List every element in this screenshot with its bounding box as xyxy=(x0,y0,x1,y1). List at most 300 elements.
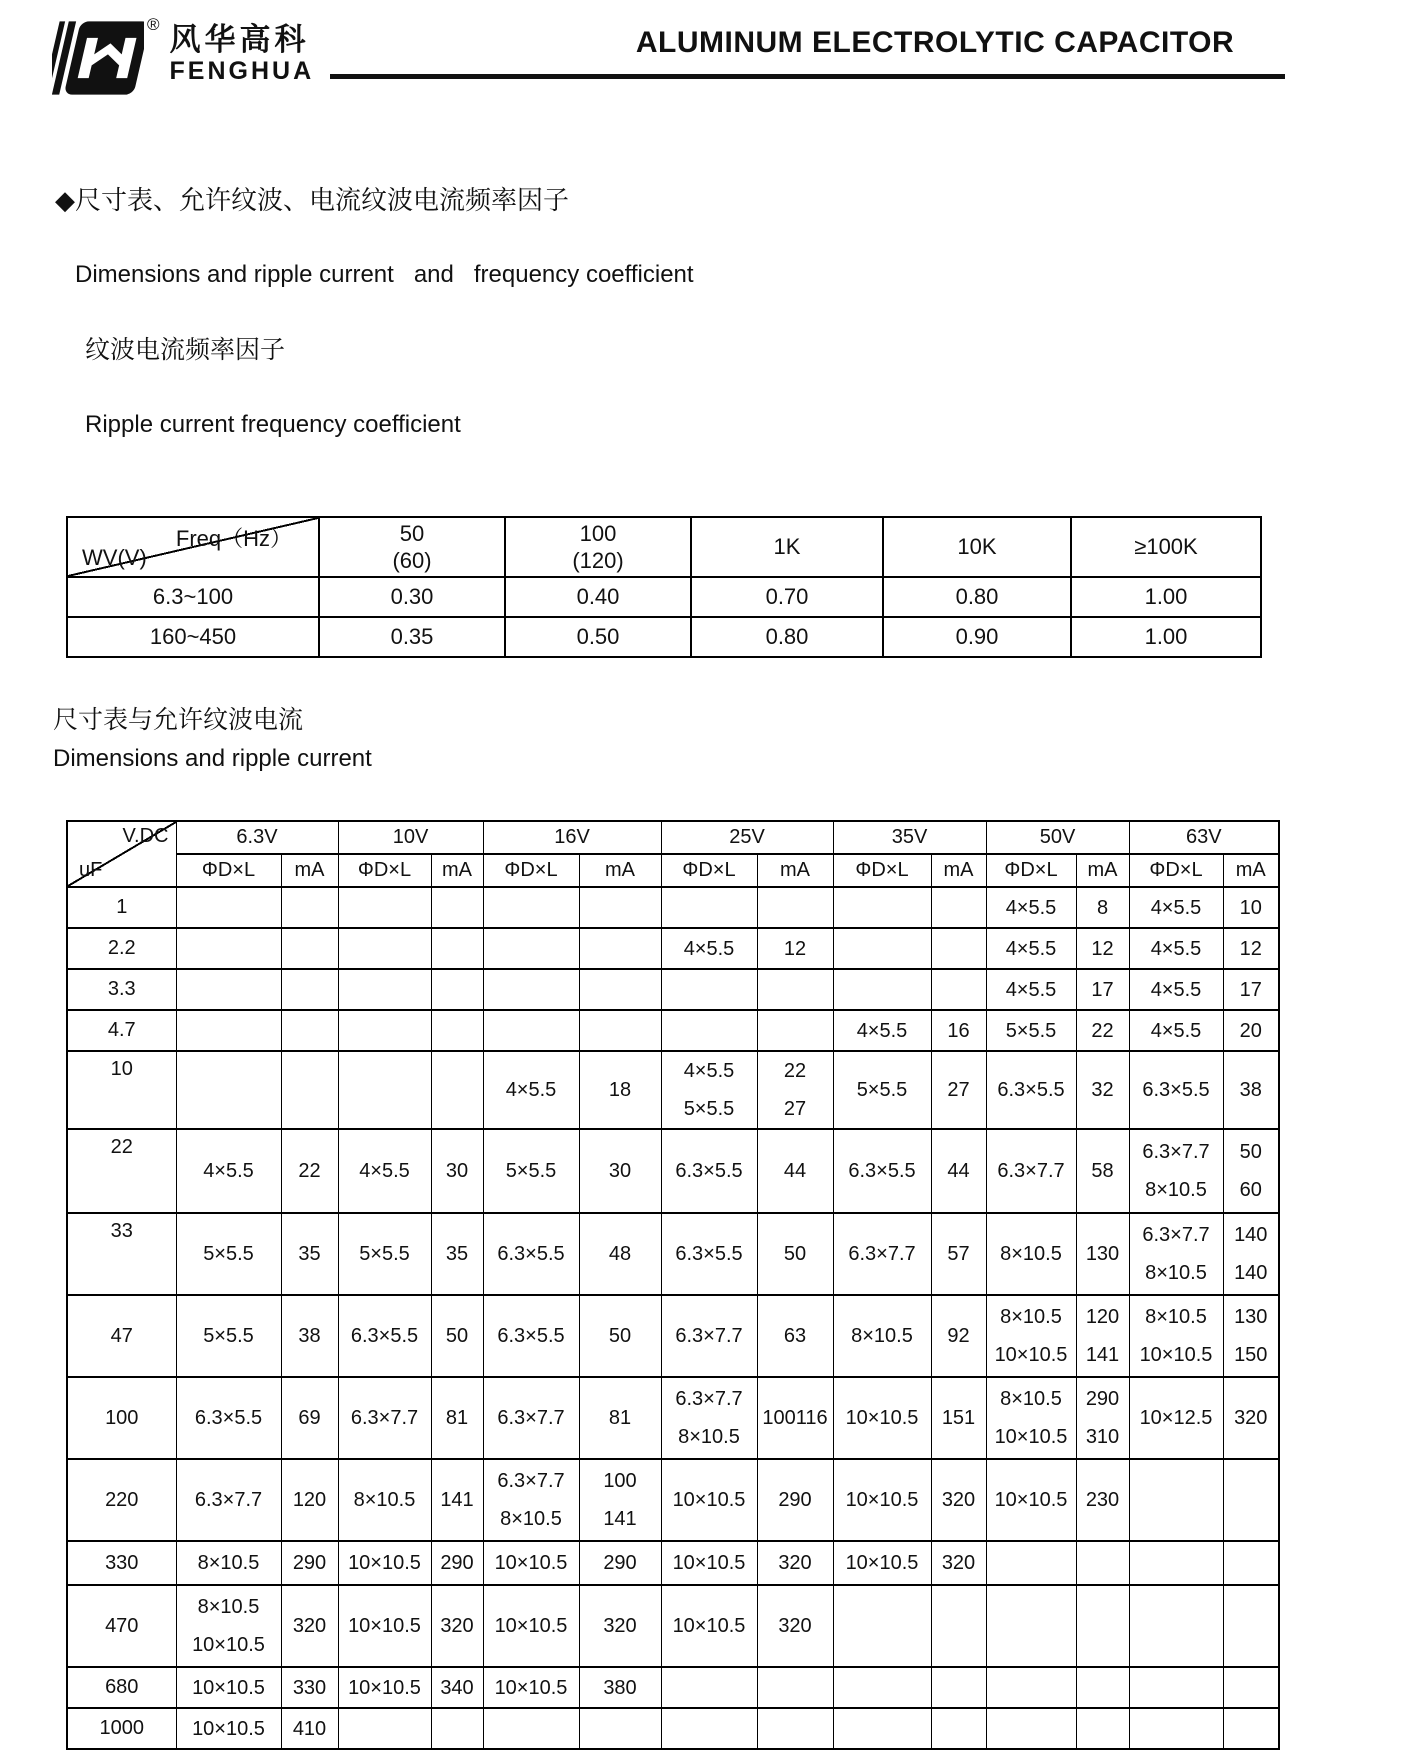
current-cell xyxy=(281,1213,338,1295)
current-cell xyxy=(931,1667,986,1708)
current-cell xyxy=(579,1708,661,1749)
current-cell xyxy=(931,1708,986,1749)
freq-column-header: 10K xyxy=(883,517,1071,577)
cell-line: 6.3×5.5 xyxy=(350,1325,419,1347)
current-cell xyxy=(757,928,833,969)
corner-label-wv: WV(V) xyxy=(82,545,147,570)
dimension-cell xyxy=(661,1377,757,1459)
cell-line: 6.3×7.7 xyxy=(1142,1224,1210,1246)
current-cell xyxy=(431,887,483,928)
cell-line: 5×5.5 xyxy=(505,1160,557,1182)
cell-line: 5×5.5 xyxy=(1005,1019,1057,1042)
current-cell xyxy=(1076,1213,1129,1295)
coefficient-cell: 1.00 xyxy=(1071,617,1261,657)
current-cell xyxy=(1076,1541,1129,1585)
current-cell xyxy=(281,1051,338,1129)
current-cell xyxy=(281,1541,338,1585)
current-cell xyxy=(281,1295,338,1377)
current-cell xyxy=(757,1541,833,1585)
cell-line: 10×10.5 xyxy=(672,1552,746,1574)
dimension-cell xyxy=(176,1129,281,1213)
dimension-cell xyxy=(833,928,931,969)
dimension-cell xyxy=(833,1051,931,1129)
cell-line: 320 xyxy=(778,1552,812,1574)
section-dimensions xyxy=(53,700,1416,778)
dimension-cell xyxy=(833,887,931,928)
cell-line: 50 xyxy=(445,1325,469,1347)
cell-line: 100 xyxy=(603,1470,637,1492)
current-cell xyxy=(281,1585,338,1667)
uf-row-label: 470 xyxy=(67,1585,176,1667)
current-cell xyxy=(281,928,338,969)
cell-line: 6.3×7.7 xyxy=(997,1160,1065,1182)
current-cell xyxy=(931,1213,986,1295)
uf-row-label: 22 xyxy=(67,1129,176,1213)
cell-line: 4×5.5 xyxy=(683,937,735,960)
current-cell xyxy=(579,1459,661,1541)
current-cell xyxy=(931,1010,986,1051)
current-cell xyxy=(931,1541,986,1585)
current-cell xyxy=(931,1051,986,1129)
current-cell xyxy=(579,1377,661,1459)
dimension-cell xyxy=(986,1585,1076,1667)
subcolumn-header-ma: mA xyxy=(431,854,483,887)
cell-line: 141 xyxy=(1085,1344,1120,1366)
registered-mark: ® xyxy=(147,15,160,34)
cell-line: 6.3×7.7 xyxy=(675,1325,743,1347)
current-cell xyxy=(1223,1295,1279,1377)
table-row xyxy=(67,1051,1279,1129)
cell-line: 130 xyxy=(1085,1243,1120,1265)
dimension-cell xyxy=(1129,969,1223,1010)
cell-line: 141 xyxy=(440,1489,474,1511)
dimension-cell xyxy=(483,887,579,928)
dimension-cell xyxy=(986,1295,1076,1377)
dimension-cell xyxy=(1129,1459,1223,1541)
voltage-group-header: 16V xyxy=(483,821,661,854)
cell-line: 6.3×5.5 xyxy=(497,1325,565,1347)
current-cell xyxy=(281,887,338,928)
cell-line: 340 xyxy=(440,1676,474,1699)
current-cell xyxy=(1223,1129,1279,1213)
cell-line: 6.3×7.7 xyxy=(1142,1141,1210,1163)
cell-line: 4×5.5 xyxy=(856,1019,908,1042)
header-line: (60) xyxy=(392,548,432,573)
dimension-cell xyxy=(661,928,757,969)
current-cell xyxy=(1223,1667,1279,1708)
current-cell xyxy=(431,1295,483,1377)
cell-line: 380 xyxy=(603,1676,637,1699)
cell-line: 10×10.5 xyxy=(994,1344,1068,1366)
page-header xyxy=(0,0,1416,128)
uf-row-label: 1 xyxy=(67,887,176,928)
subcolumn-header-dim: ΦD×L xyxy=(661,854,757,887)
cell-line: 230 xyxy=(1085,1489,1120,1511)
current-cell xyxy=(431,1708,483,1749)
dimension-cell xyxy=(176,1377,281,1459)
current-cell xyxy=(1076,928,1129,969)
current-cell xyxy=(1223,1010,1279,1051)
fenghua-monogram-icon xyxy=(52,14,144,102)
dimension-cell xyxy=(661,1213,757,1295)
dimension-cell xyxy=(338,1010,431,1051)
current-cell xyxy=(757,887,833,928)
voltage-group-header: 50V xyxy=(986,821,1129,854)
uf-row-label: 2.2 xyxy=(67,928,176,969)
header-line: 50 xyxy=(399,521,425,546)
uf-row-label: 1000 xyxy=(67,1708,176,1749)
dimension-cell xyxy=(176,887,281,928)
uf-row-label: 4.7 xyxy=(67,1010,176,1051)
cell-line: 58 xyxy=(1091,1160,1114,1182)
current-cell xyxy=(1076,1585,1129,1667)
cell-line: 140 xyxy=(1234,1262,1268,1284)
cell-line: 8×10.5 xyxy=(678,1426,740,1448)
freq-column-header xyxy=(319,517,505,577)
cell-line: 81 xyxy=(608,1407,632,1429)
table-row xyxy=(67,1010,1279,1051)
fenghua-logo xyxy=(52,14,314,102)
cell-line: 320 xyxy=(778,1615,812,1637)
cell-line: 5×5.5 xyxy=(203,1325,254,1347)
dimension-cell xyxy=(833,1541,931,1585)
cell-line: 10×10.5 xyxy=(192,1634,265,1656)
cell-line: 69 xyxy=(298,1407,321,1429)
dimension-cell xyxy=(986,1708,1076,1749)
current-cell xyxy=(579,1667,661,1708)
table-row xyxy=(67,1295,1279,1377)
current-cell xyxy=(1076,969,1129,1010)
subcolumn-header-ma: mA xyxy=(757,854,833,887)
cell-line: 8×10.5 xyxy=(197,1552,260,1574)
dimension-cell xyxy=(176,1295,281,1377)
current-cell xyxy=(579,1213,661,1295)
current-cell xyxy=(1076,1129,1129,1213)
current-cell xyxy=(1076,1051,1129,1129)
cell-line: 16 xyxy=(947,1019,970,1042)
dimension-cell xyxy=(338,1585,431,1667)
uf-row-label: 100 xyxy=(67,1377,176,1459)
cell-line: 32 xyxy=(1091,1079,1114,1101)
current-cell xyxy=(431,1667,483,1708)
current-cell xyxy=(757,1459,833,1541)
current-cell xyxy=(931,1585,986,1667)
header-rule xyxy=(330,74,1285,79)
dimension-cell xyxy=(1129,1667,1223,1708)
dimension-cell xyxy=(986,1051,1076,1129)
cell-line: 10×10.5 xyxy=(494,1676,568,1699)
dimension-cell xyxy=(338,1667,431,1708)
uf-row-label: 33 xyxy=(67,1213,176,1295)
dimension-cell xyxy=(833,1213,931,1295)
subcolumn-header-dim: ΦD×L xyxy=(986,854,1076,887)
dimension-cell xyxy=(661,1295,757,1377)
dimension-cell xyxy=(176,1667,281,1708)
current-cell xyxy=(281,1667,338,1708)
dimension-cell xyxy=(338,928,431,969)
current-cell xyxy=(431,1541,483,1585)
current-cell xyxy=(579,1010,661,1051)
cell-line: 4×5.5 xyxy=(1150,1019,1202,1042)
cell-line: 50 xyxy=(608,1325,632,1347)
current-cell xyxy=(431,1129,483,1213)
cell-line: 38 xyxy=(1239,1079,1262,1101)
coefficient-cell: 0.80 xyxy=(883,577,1071,617)
current-cell xyxy=(281,1377,338,1459)
dimension-cell xyxy=(176,1459,281,1541)
corner-label-uf: uF xyxy=(79,859,103,881)
cell-line: 120 xyxy=(292,1489,327,1511)
coefficient-cell: 0.90 xyxy=(883,617,1071,657)
dimension-cell xyxy=(833,1459,931,1541)
current-cell xyxy=(757,969,833,1010)
cell-line: 5×5.5 xyxy=(683,1098,735,1120)
cell-line: 4×5.5 xyxy=(1005,937,1057,960)
corner-label-freq: Freq（Hz） xyxy=(175,526,292,551)
current-cell xyxy=(431,969,483,1010)
dimension-cell xyxy=(1129,928,1223,969)
uf-row-label: 47 xyxy=(67,1295,176,1377)
cell-line: 8×10.5 xyxy=(851,1325,913,1347)
cell-line: 8×10.5 xyxy=(1000,1388,1062,1410)
dimension-cell xyxy=(483,1213,579,1295)
cell-line: 22 xyxy=(1091,1019,1114,1042)
dimension-cell xyxy=(483,1541,579,1585)
cell-line: 12 xyxy=(1091,937,1114,960)
intro-heading-cn: ◆尺寸表、允许纹波、电流纹波电流频率因子 xyxy=(55,185,569,215)
current-cell xyxy=(579,1051,661,1129)
cell-line: 5×5.5 xyxy=(359,1243,410,1265)
cell-line: 10×10.5 xyxy=(348,1676,421,1699)
freq-column-header xyxy=(505,517,691,577)
table-row xyxy=(67,887,1279,928)
current-cell xyxy=(757,1295,833,1377)
dimension-cell xyxy=(1129,1541,1223,1585)
table-row xyxy=(67,928,1279,969)
cell-line: 8×10.5 xyxy=(1145,1262,1207,1284)
current-cell xyxy=(931,928,986,969)
cell-line: 12 xyxy=(783,937,807,960)
cell-line: 10×10.5 xyxy=(348,1552,421,1574)
cell-line: 4×5.5 xyxy=(1150,978,1202,1001)
current-cell xyxy=(931,1459,986,1541)
coefficient-cell: 0.35 xyxy=(319,617,505,657)
table-row xyxy=(67,1377,1279,1459)
subcolumn-header-dim: ΦD×L xyxy=(833,854,931,887)
subcolumn-header-ma: mA xyxy=(1076,854,1129,887)
current-cell xyxy=(931,1295,986,1377)
voltage-group-header: 63V xyxy=(1129,821,1279,854)
cell-line: 10×10.5 xyxy=(845,1489,919,1511)
dimensions-heading-cn: 尺寸表与允许纹波电流 xyxy=(53,706,304,734)
dimension-cell xyxy=(986,887,1076,928)
coefficient-cell: 0.50 xyxy=(505,617,691,657)
freq-data-row xyxy=(67,577,1261,617)
current-cell xyxy=(431,1213,483,1295)
cell-line: 4×5.5 xyxy=(1005,978,1057,1001)
dimension-cell xyxy=(661,1585,757,1667)
page-title: ALUMINUM ELECTROLYTIC CAPACITOR xyxy=(635,26,1235,59)
cell-line: 4×5.5 xyxy=(203,1160,254,1182)
dimension-cell xyxy=(338,1295,431,1377)
cell-line: 6.3×7.7 xyxy=(497,1470,565,1492)
cell-line: 100116 xyxy=(762,1407,828,1429)
header-line: 100 xyxy=(579,521,617,546)
cell-line: 12 xyxy=(1239,937,1262,960)
cell-line: 81 xyxy=(445,1407,469,1429)
dimension-cell xyxy=(986,1667,1076,1708)
dimension-cell xyxy=(833,1129,931,1213)
dimension-cell xyxy=(661,969,757,1010)
current-cell xyxy=(281,1459,338,1541)
cell-line: 6.3×7.7 xyxy=(194,1489,263,1511)
dimension-cell xyxy=(1129,1585,1223,1667)
dimension-cell xyxy=(338,1377,431,1459)
dimension-cell xyxy=(176,1051,281,1129)
cell-line: 6.3×5.5 xyxy=(997,1079,1065,1101)
dimension-cell xyxy=(661,1708,757,1749)
current-cell xyxy=(281,1129,338,1213)
freq-header-row xyxy=(67,517,1261,577)
dimension-cell xyxy=(661,1459,757,1541)
cell-line: 8×10.5 xyxy=(1145,1179,1207,1201)
dimension-cell xyxy=(338,1051,431,1129)
frequency-coefficient-table xyxy=(66,516,1262,658)
current-cell xyxy=(431,1459,483,1541)
cell-line: 4×5.5 xyxy=(505,1079,557,1101)
freq-data-row xyxy=(67,617,1261,657)
dimension-cell xyxy=(483,1459,579,1541)
cell-line: 320 xyxy=(941,1489,976,1511)
table-row xyxy=(67,1708,1279,1749)
intro-subheading-en: Ripple current frequency coefficient xyxy=(85,411,461,438)
cell-line: 10×10.5 xyxy=(994,1426,1068,1448)
dimension-cell xyxy=(483,1051,579,1129)
brand-name-en: FENGHUA xyxy=(169,56,315,85)
cell-line: 27 xyxy=(947,1079,970,1101)
cell-line: 140 xyxy=(1234,1224,1268,1246)
current-cell xyxy=(1076,1459,1129,1541)
dimension-cell xyxy=(338,1708,431,1749)
dimension-cell xyxy=(338,1129,431,1213)
dimension-cell xyxy=(986,1213,1076,1295)
current-cell xyxy=(281,1708,338,1749)
intro-subheading-cn: 纹波电流频率因子 xyxy=(85,336,286,364)
cell-line: 4×5.5 xyxy=(359,1160,410,1182)
table-row xyxy=(67,1585,1279,1667)
dimension-cell xyxy=(1129,1295,1223,1377)
cell-line: 6.3×7.7 xyxy=(350,1407,419,1429)
cell-line: 50 xyxy=(783,1243,807,1265)
cell-line: 8×10.5 xyxy=(1000,1243,1062,1265)
cell-line: 35 xyxy=(445,1243,469,1265)
dimension-cell xyxy=(833,1295,931,1377)
voltage-group-header: 10V xyxy=(338,821,483,854)
dimension-cell xyxy=(661,887,757,928)
current-cell xyxy=(757,1585,833,1667)
dimension-cell xyxy=(986,928,1076,969)
table-row xyxy=(67,1129,1279,1213)
current-cell xyxy=(431,1051,483,1129)
brand-text xyxy=(170,22,315,84)
uf-row-label: 3.3 xyxy=(67,969,176,1010)
current-cell xyxy=(931,887,986,928)
cell-line: 6.3×5.5 xyxy=(497,1243,565,1265)
cell-line: 4×5.5 xyxy=(1150,896,1202,919)
current-cell xyxy=(579,887,661,928)
current-cell xyxy=(281,1010,338,1051)
dimension-cell xyxy=(833,1708,931,1749)
cell-line: 6.3×5.5 xyxy=(194,1407,263,1429)
current-cell xyxy=(579,1541,661,1585)
cell-line: 290 xyxy=(778,1489,812,1511)
current-cell xyxy=(931,969,986,1010)
cell-line: 10×10.5 xyxy=(348,1615,421,1637)
cell-line: 6.3×5.5 xyxy=(675,1243,743,1265)
uf-row-label: 680 xyxy=(67,1667,176,1708)
cell-line: 8×10.5 xyxy=(1000,1306,1062,1328)
cell-line: 4×5.5 xyxy=(1150,937,1202,960)
current-cell xyxy=(431,1585,483,1667)
cell-line: 63 xyxy=(783,1325,807,1347)
coefficient-cell: 0.30 xyxy=(319,577,505,617)
dimension-cell xyxy=(483,1377,579,1459)
dimension-cell xyxy=(661,1667,757,1708)
cell-line: 320 xyxy=(603,1615,637,1637)
dim-corner-cell xyxy=(67,821,176,887)
voltage-group-header: 35V xyxy=(833,821,986,854)
cell-line: 10×12.5 xyxy=(1139,1407,1213,1429)
cell-line: 22 xyxy=(783,1060,807,1082)
cell-line: 48 xyxy=(608,1243,632,1265)
cell-line: 22 xyxy=(298,1160,321,1182)
dimension-cell xyxy=(483,1585,579,1667)
dimension-cell xyxy=(338,1213,431,1295)
dimension-cell xyxy=(483,1708,579,1749)
cell-line: 17 xyxy=(1239,978,1262,1001)
dimension-cell xyxy=(1129,1129,1223,1213)
wv-range-label: 160~450 xyxy=(67,617,319,657)
dimension-cell xyxy=(483,969,579,1010)
current-cell xyxy=(579,1585,661,1667)
dimension-cell xyxy=(483,928,579,969)
voltage-group-header: 6.3V xyxy=(176,821,338,854)
cell-line: 290 xyxy=(292,1552,327,1574)
cell-line: 50 xyxy=(1239,1141,1262,1163)
dimension-cell xyxy=(1129,1051,1223,1129)
cell-line: 92 xyxy=(947,1325,970,1347)
dimension-cell xyxy=(833,1667,931,1708)
coefficient-cell: 0.40 xyxy=(505,577,691,617)
cell-line: 4×5.5 xyxy=(683,1060,735,1082)
cell-line: 10×10.5 xyxy=(494,1615,568,1637)
dimension-cell xyxy=(176,928,281,969)
subcolumn-header-ma: mA xyxy=(931,854,986,887)
subcolumn-header-dim: ΦD×L xyxy=(338,854,431,887)
current-cell xyxy=(757,1377,833,1459)
dimension-cell xyxy=(1129,1708,1223,1749)
cell-line: 4×5.5 xyxy=(1005,896,1057,919)
subcolumn-header-row xyxy=(67,854,1279,887)
cell-line: 151 xyxy=(941,1407,976,1429)
cell-line: 10×10.5 xyxy=(672,1615,746,1637)
current-cell xyxy=(1223,1541,1279,1585)
table-row xyxy=(67,1213,1279,1295)
dimension-cell xyxy=(1129,1213,1223,1295)
cell-line: 8×10.5 xyxy=(353,1489,416,1511)
cell-line: 290 xyxy=(1085,1388,1120,1410)
dimension-cell xyxy=(176,969,281,1010)
